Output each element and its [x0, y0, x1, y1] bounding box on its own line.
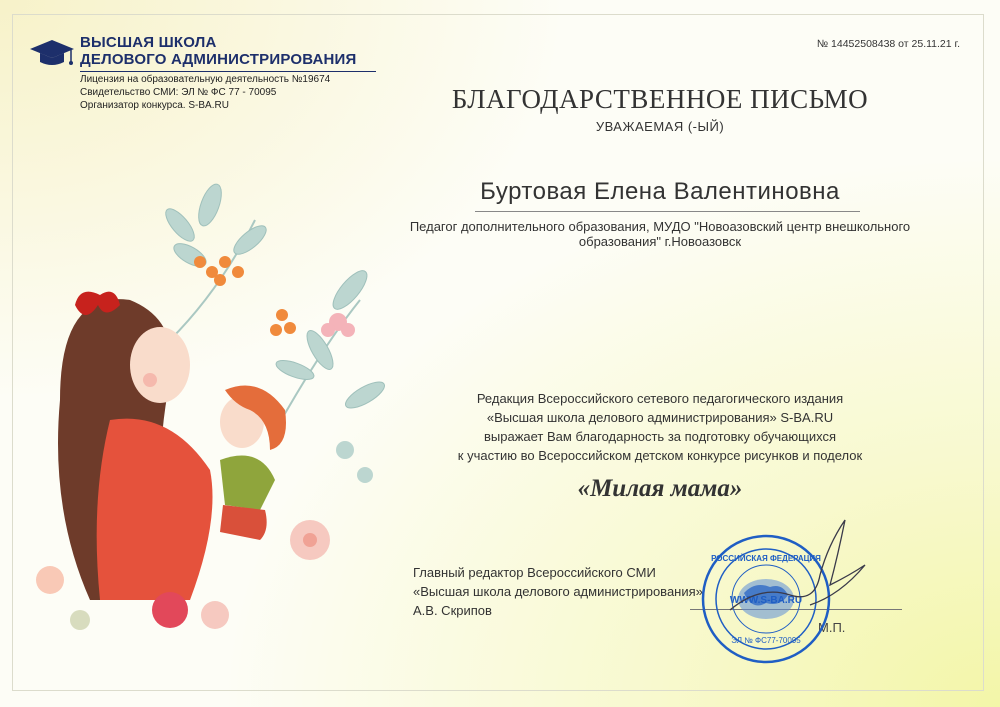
- recipient-name: Буртовая Елена Валентиновна: [480, 178, 840, 205]
- editor-block: [413, 563, 703, 620]
- salutation: УВАЖАЕМАЯ (-ЫЙ): [595, 119, 725, 134]
- position-line2: образования" г.Новоазовск: [578, 234, 742, 249]
- organizer: Организатор конкурса. S-BA.RU: [80, 100, 229, 111]
- smi-certificate: Свидетельство СМИ: ЭЛ № ФС 77 - 70095: [80, 87, 277, 98]
- graduation-cap-icon: [28, 38, 76, 68]
- document-number: № 14452508438 от 25.11.21 г.: [816, 38, 960, 50]
- seal-reg-text: ЭЛ № ФС77-70095: [731, 636, 801, 645]
- seal-country-text: РОССИЙСКАЯ ФЕДЕРАЦИЯ: [711, 554, 821, 563]
- editor-title: Главный редактор Всероссийского СМИ: [413, 565, 656, 580]
- logo-underline: [80, 71, 376, 72]
- recipient-position: [390, 219, 930, 249]
- editor-org: «Высшая школа делового администрирования»: [413, 584, 703, 599]
- recipient-underline: [475, 211, 860, 212]
- stamp-place-mark: М.П.: [818, 620, 846, 635]
- position-line1: Педагог дополнительного образования, МУДО "Новоазовский центр внешкольного: [409, 219, 911, 234]
- org-name: [80, 34, 357, 68]
- body-line-4: к участию во Всероссийском детском конкурсе рисунков и поделок: [457, 448, 863, 463]
- body-line-3: выражает Вам благодарность за подготовку обучающихся: [484, 429, 836, 444]
- certificate-title: БЛАГОДАРСТВЕННОЕ ПИСЬМО: [451, 84, 869, 114]
- editor-name: А.В. Скрипов: [413, 603, 492, 618]
- seal-site-text: WWW.S-BA.RU: [729, 595, 803, 606]
- gratitude-text: [390, 389, 930, 465]
- contest-name: «Милая мама»: [577, 475, 743, 502]
- org-name-line1: ВЫСШАЯ ШКОЛА: [80, 34, 217, 51]
- mother-child-illustration: [20, 180, 400, 640]
- body-line-1: Редакция Всероссийского сетевого педагогического издания: [476, 391, 844, 406]
- body-line-2: «Высшая школа делового администрирования» S-BA.RU: [486, 410, 834, 425]
- org-name-line2: ДЕЛОВОГО АДМИНИСТРИРОВАНИЯ: [80, 51, 357, 68]
- license-number: Лицензия на образовательную деятельность №19674: [80, 74, 331, 85]
- handwritten-signature: [720, 515, 870, 625]
- license-info: [80, 73, 330, 112]
- flower-decoration: [321, 313, 355, 337]
